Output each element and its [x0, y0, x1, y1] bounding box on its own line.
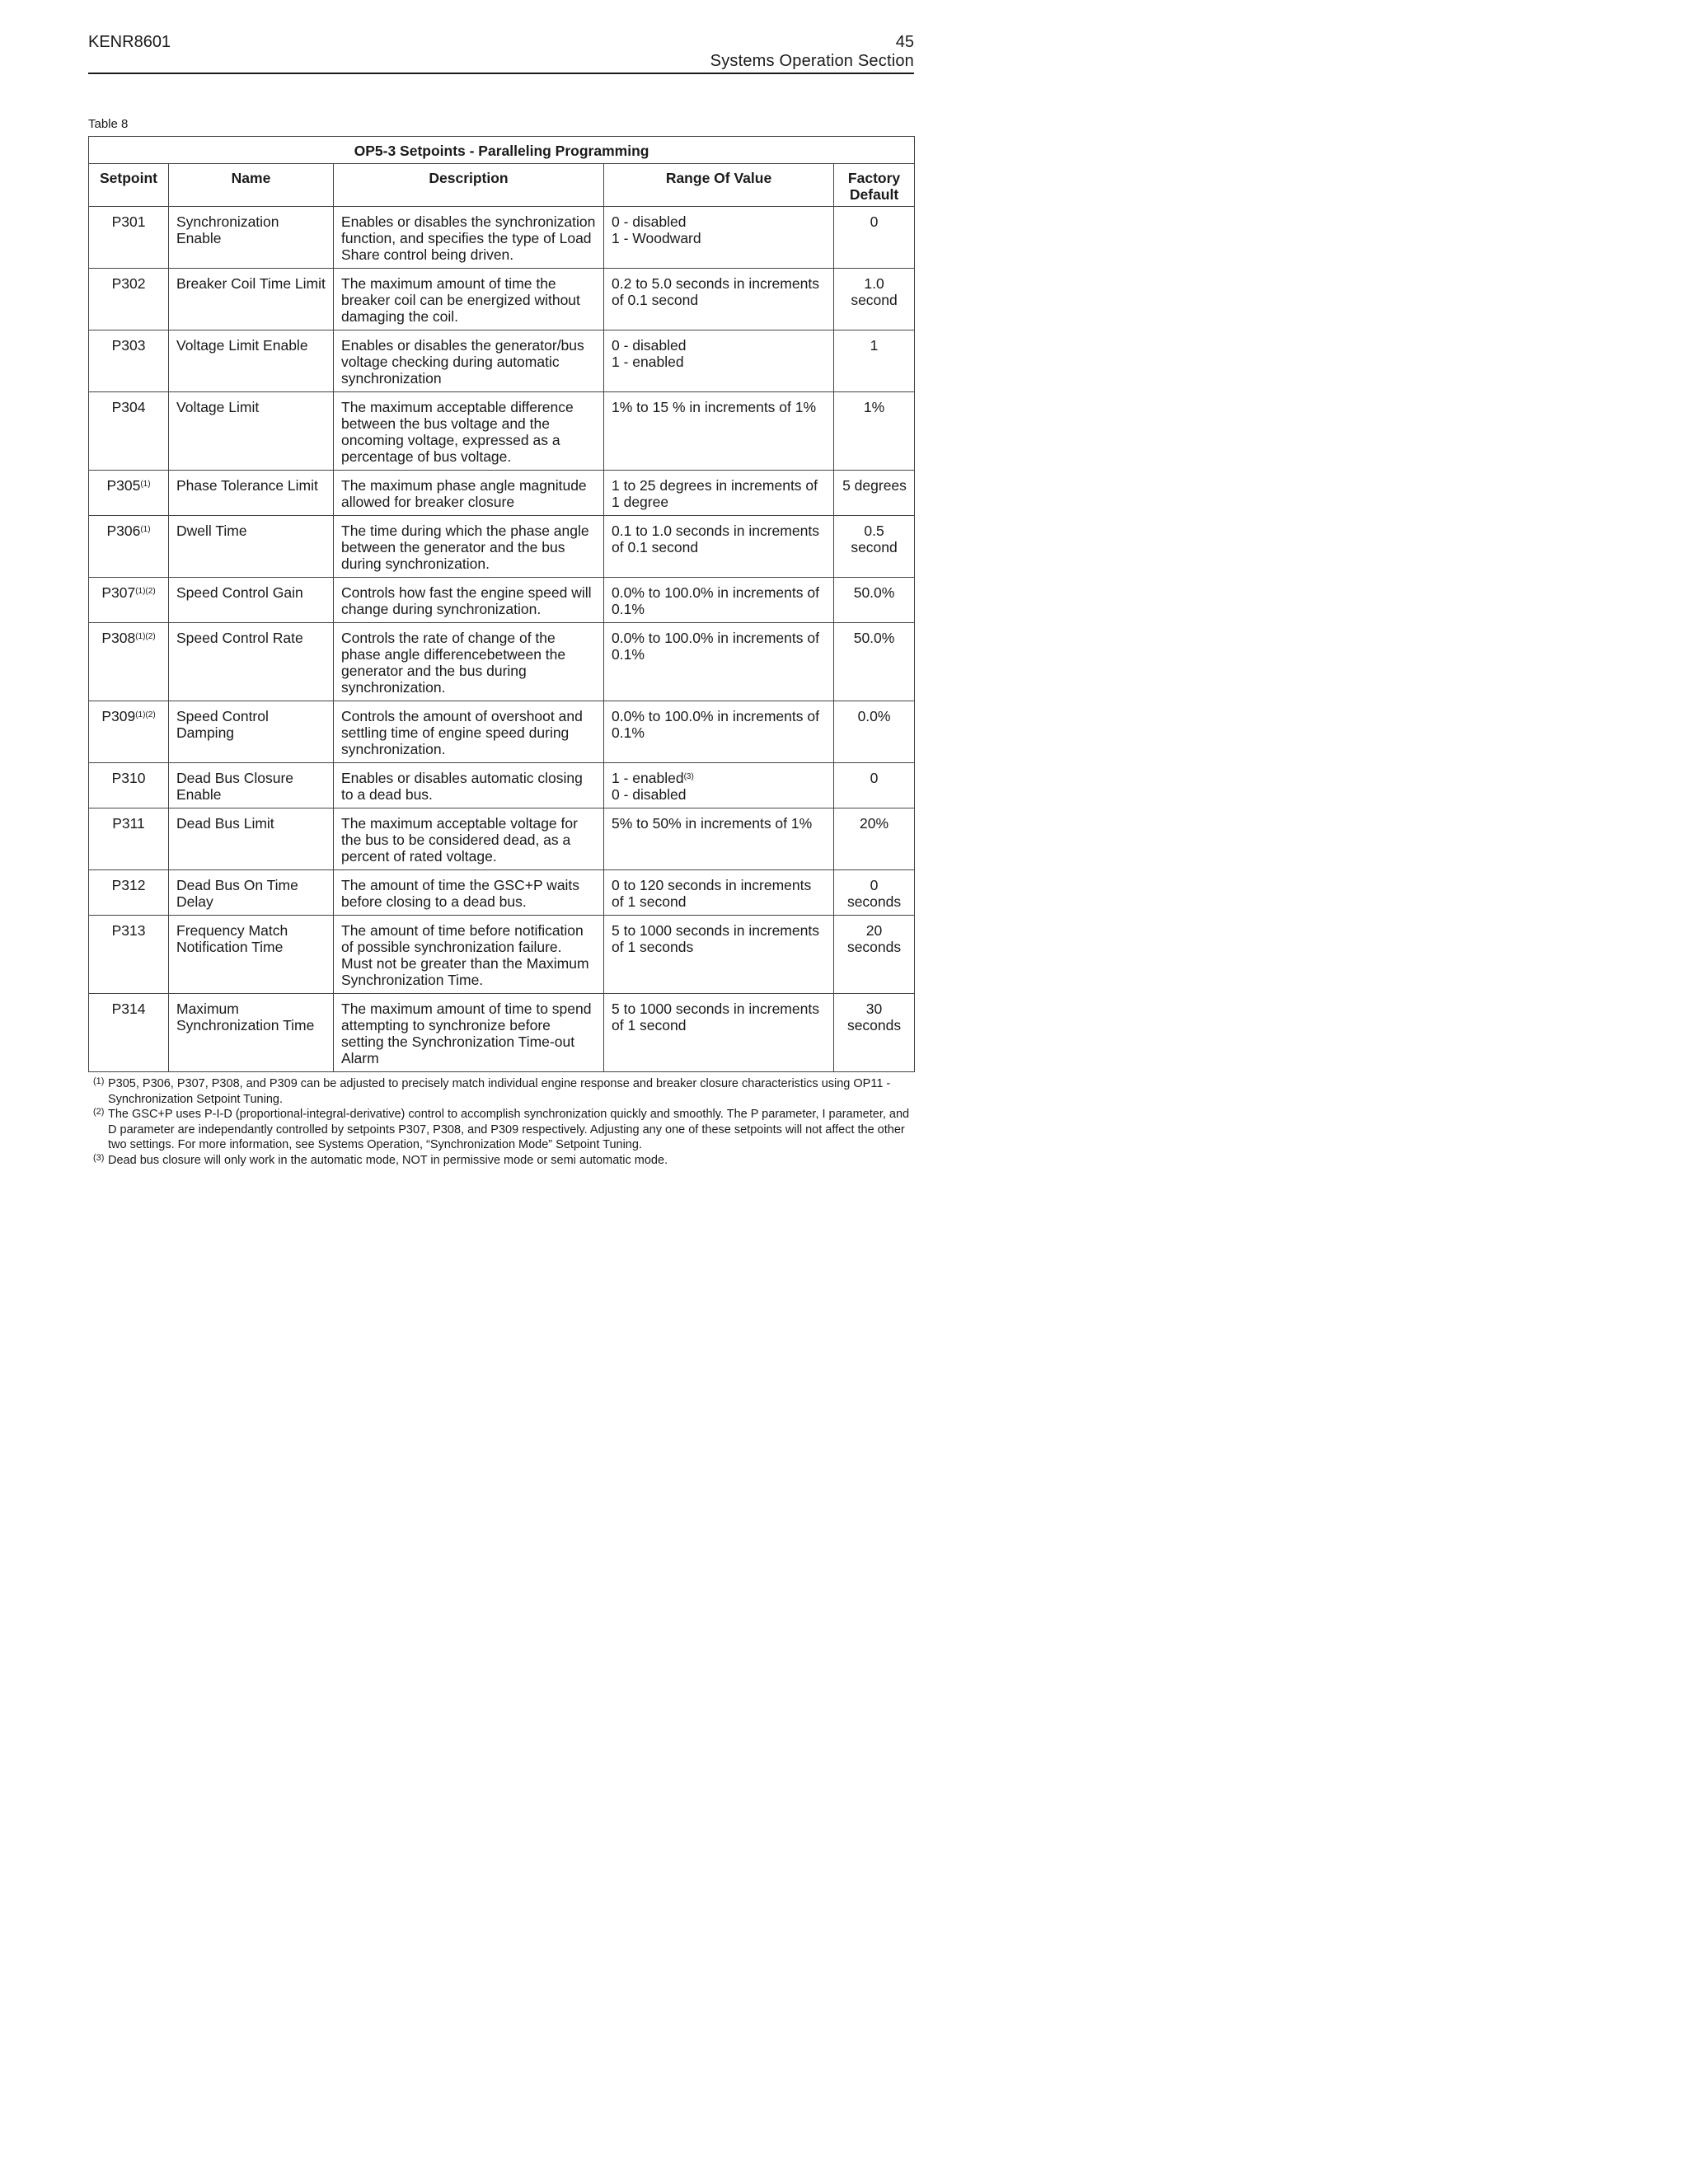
factory-default-value: 1.0 second: [851, 275, 898, 308]
range-text: 0 - disabled: [612, 337, 687, 354]
factory-default: [834, 701, 915, 763]
factory-default-value: 0.5 second: [851, 523, 898, 555]
range-cell: [604, 994, 834, 1072]
range-cell: [604, 516, 834, 578]
range-line: [612, 877, 826, 910]
range-cell: [604, 207, 834, 269]
range-text: 1 - Woodward: [612, 230, 701, 246]
setpoint-code: P301: [111, 213, 146, 230]
setpoint-description: The maximum amount of time the breaker coil can be energized without damaging the coil.: [334, 269, 604, 330]
factory-default: [834, 330, 915, 392]
factory-default-value: 20%: [860, 815, 889, 832]
factory-default: [834, 578, 915, 623]
table-body: [89, 207, 915, 1072]
factory-default: [834, 994, 915, 1072]
setpoint-description: Enables or disables automatic closing to a dead bus.: [334, 763, 604, 808]
setpoint-name: Dead Bus Closure Enable: [169, 763, 334, 808]
setpoint-name: Phase Tolerance Limit: [169, 471, 334, 516]
range-cell: [604, 471, 834, 516]
range-cell: [604, 623, 834, 701]
setpoint-code: P309: [101, 708, 136, 724]
footnote-reference: (1)(2): [135, 632, 156, 641]
factory-default: [834, 808, 915, 870]
page-header: [88, 31, 914, 74]
range-cell: [604, 392, 834, 471]
factory-default-value: 50.0%: [853, 630, 895, 646]
table-row: [89, 994, 915, 1072]
setpoints-table: [88, 136, 915, 1072]
setpoint-name: Dwell Time: [169, 516, 334, 578]
range-line: [612, 230, 826, 246]
range-line: [612, 275, 826, 308]
table-row: [89, 392, 915, 471]
range-cell: [604, 916, 834, 994]
table-row: [89, 701, 915, 763]
setpoint-description: Controls how fast the engine speed will change during synchronization.: [334, 578, 604, 623]
range-line: [612, 354, 826, 370]
setpoint-code: P304: [111, 399, 146, 415]
footnote-reference: (1)(2): [135, 710, 156, 719]
range-text: 0 to 120 seconds in increments of 1 second: [612, 877, 812, 910]
footnote: [88, 1107, 914, 1153]
range-text: 0.2 to 5.0 seconds in increments of 0.1 second: [612, 275, 819, 308]
range-line: [612, 708, 826, 741]
table-row: [89, 916, 915, 994]
range-cell: [604, 701, 834, 763]
setpoint-name: Speed Control Rate: [169, 623, 334, 701]
footnote-reference: (1): [140, 480, 151, 489]
range-line: [612, 815, 826, 832]
setpoint-code: P302: [111, 275, 146, 292]
setpoint-cell: [89, 578, 169, 623]
setpoint-cell: [89, 808, 169, 870]
setpoint-cell: [89, 623, 169, 701]
setpoint-description: Controls the rate of change of the phase angle differencebetween the generator and the bus during synchronization.: [334, 623, 604, 701]
setpoint-description: The maximum acceptable voltage for the bus to be considered dead, as a percent of rated voltage.: [334, 808, 604, 870]
setpoint-name: Breaker Coil Time Limit: [169, 269, 334, 330]
setpoint-code: P314: [111, 1001, 146, 1017]
table-caption: OP5-3 Setpoints - Paralleling Programming: [89, 137, 915, 164]
setpoint-cell: [89, 330, 169, 392]
setpoint-code: P311: [112, 815, 145, 832]
factory-default: [834, 269, 915, 330]
setpoint-code: P306: [106, 523, 141, 539]
table-row: [89, 808, 915, 870]
footnote: [88, 1153, 914, 1169]
table-row: [89, 516, 915, 578]
setpoint-description: Controls the amount of overshoot and settling time of engine speed during synchronization.: [334, 701, 604, 763]
table-caption-row: [89, 137, 915, 164]
footnotes: [88, 1076, 914, 1169]
range-line: [612, 1001, 826, 1033]
range-text: 5 to 1000 seconds in increments of 1 second: [612, 1001, 819, 1033]
factory-default: [834, 623, 915, 701]
footnote-mark: (1): [93, 1076, 105, 1086]
range-text: 0 - disabled: [612, 786, 687, 803]
setpoint-cell: [89, 763, 169, 808]
factory-default-value: 0: [870, 213, 879, 230]
footnote-mark: (2): [93, 1107, 105, 1118]
table-row: [89, 330, 915, 392]
range-text: 1 - enabled: [612, 770, 684, 786]
setpoint-code: P310: [111, 770, 146, 786]
factory-default-value: 50.0%: [853, 584, 895, 601]
range-text: 5 to 1000 seconds in increments of 1 seconds: [612, 922, 819, 955]
document-page: [88, 31, 914, 1169]
range-cell: [604, 269, 834, 330]
setpoint-description: The maximum phase angle magnitude allowed for breaker closure: [334, 471, 604, 516]
setpoint-name: Voltage Limit: [169, 392, 334, 471]
setpoint-code: P313: [111, 922, 146, 939]
range-line: [612, 213, 826, 230]
footnote-reference: (1)(2): [135, 587, 156, 596]
setpoint-name: Synchronization Enable: [169, 207, 334, 269]
section-title: Systems Operation Section: [710, 52, 914, 70]
setpoint-cell: [89, 701, 169, 763]
range-cell: [604, 808, 834, 870]
setpoint-description: Enables or disables the synchronization function, and specifies the type of Load Share control being driven.: [334, 207, 604, 269]
range-line: [612, 337, 826, 354]
setpoint-name: Frequency Match Notification Time: [169, 916, 334, 994]
setpoint-name: Maximum Synchronization Time: [169, 994, 334, 1072]
factory-default: [834, 870, 915, 916]
range-text: 0 - disabled: [612, 213, 687, 230]
table-row: [89, 623, 915, 701]
range-text: 0.0% to 100.0% in increments of 0.1%: [612, 630, 819, 663]
factory-default: [834, 763, 915, 808]
setpoint-name: Speed Control Damping: [169, 701, 334, 763]
column-header-description: Description: [334, 164, 604, 207]
footnote-mark: (3): [93, 1152, 105, 1163]
factory-default: [834, 471, 915, 516]
setpoint-cell: [89, 207, 169, 269]
factory-default-value: 0.0%: [857, 708, 891, 724]
setpoint-description: The amount of time the GSC+P waits before closing to a dead bus.: [334, 870, 604, 916]
footnote: [88, 1076, 914, 1107]
range-cell: [604, 578, 834, 623]
range-text: 1 - enabled: [612, 354, 684, 370]
setpoint-name: Dead Bus On Time Delay: [169, 870, 334, 916]
factory-default-value: 30 seconds: [846, 1001, 902, 1033]
range-text: 5% to 50% in increments of 1%: [612, 815, 813, 832]
setpoint-name: Voltage Limit Enable: [169, 330, 334, 392]
setpoint-description: The time during which the phase angle between the generator and the bus during synchronization.: [334, 516, 604, 578]
footnote-reference: (3): [683, 772, 694, 781]
factory-default: [834, 207, 915, 269]
range-text: 1% to 15 % in increments of 1%: [612, 399, 817, 415]
range-line: [612, 523, 826, 555]
range-cell: [604, 870, 834, 916]
setpoint-cell: [89, 994, 169, 1072]
document-id: KENR8601: [88, 33, 171, 51]
setpoint-name: Speed Control Gain: [169, 578, 334, 623]
range-text: 0.1 to 1.0 seconds in increments of 0.1 second: [612, 523, 819, 555]
factory-default: [834, 916, 915, 994]
table-row: [89, 471, 915, 516]
factory-default-value: 1: [870, 337, 879, 354]
setpoint-cell: [89, 392, 169, 471]
setpoint-code: P312: [111, 877, 146, 893]
setpoint-cell: [89, 471, 169, 516]
column-header-default-text: Factory Default: [847, 170, 901, 203]
range-text: 0.0% to 100.0% in increments of 0.1%: [612, 708, 819, 741]
table-row: [89, 763, 915, 808]
setpoint-description: The maximum amount of time to spend attempting to synchronize before setting the Synchronization Time-out Alarm: [334, 994, 604, 1072]
footnote-reference: (1): [140, 525, 151, 534]
setpoint-description: The maximum acceptable difference between the bus voltage and the oncoming voltage, expressed as a percentage of bus voltage.: [334, 392, 604, 471]
table-row: [89, 269, 915, 330]
table-header-row: [89, 164, 915, 207]
setpoint-code: P307: [101, 584, 136, 601]
table-row: [89, 207, 915, 269]
setpoint-description: Enables or disables the generator/bus voltage checking during automatic synchronization: [334, 330, 604, 392]
column-header-range: Range Of Value: [604, 164, 834, 207]
range-text: 0.0% to 100.0% in increments of 0.1%: [612, 584, 819, 617]
factory-default-value: 5 degrees: [842, 477, 907, 494]
factory-default-value: 0: [870, 770, 879, 786]
setpoint-name: Dead Bus Limit: [169, 808, 334, 870]
range-line: [612, 399, 826, 415]
range-line: [612, 477, 826, 510]
setpoint-description: The amount of time before notification of possible synchronization failure. Must not be greater than the Maximum Synchronization Time.: [334, 916, 604, 994]
factory-default: [834, 392, 915, 471]
factory-default: [834, 516, 915, 578]
factory-default-value: 1%: [863, 399, 885, 415]
setpoint-code: P305: [106, 477, 141, 494]
setpoint-cell: [89, 516, 169, 578]
setpoint-code: P303: [111, 337, 146, 354]
column-header-default: [834, 164, 915, 207]
column-header-setpoint: Setpoint: [89, 164, 169, 207]
range-line: [612, 922, 826, 955]
setpoint-code: P308: [101, 630, 136, 646]
range-text: 1 to 25 degrees in increments of 1 degree: [612, 477, 818, 510]
table-row: [89, 870, 915, 916]
page-number: 45: [895, 33, 914, 51]
table-label: Table 8: [88, 117, 129, 131]
range-cell: [604, 330, 834, 392]
range-line: [612, 584, 826, 617]
factory-default-value: 0 seconds: [846, 877, 902, 910]
setpoint-cell: [89, 870, 169, 916]
footnote-text: P305, P306, P307, P308, and P309 can be adjusted to precisely match individual engine response and breaker closure characteristics using OP11 - Synchronization Setpoint Tuning.: [108, 1077, 891, 1106]
range-line: [612, 630, 826, 663]
setpoint-cell: [89, 269, 169, 330]
footnote-text: The GSC+P uses P-I-D (proportional-integral-derivative) control to accomplish synchronization quickly and smoothly. The P parameter, I parameter, and D parameter are independantly controlled by setpoints P307, P308, and P309 respectively. Adjusting any one of these setpoints will not affect the other two settings. For more information, see Systems Operation, “Synchronization Mode” Setpoint Tuning.: [108, 1108, 910, 1152]
factory-default-value: 20 seconds: [846, 922, 902, 955]
range-line: [612, 786, 826, 803]
column-header-name: Name: [169, 164, 334, 207]
range-cell: [604, 763, 834, 808]
range-line: [612, 770, 826, 786]
table-row: [89, 578, 915, 623]
footnote-text: Dead bus closure will only work in the automatic mode, NOT in permissive mode or semi automatic mode.: [108, 1153, 668, 1167]
setpoint-cell: [89, 916, 169, 994]
